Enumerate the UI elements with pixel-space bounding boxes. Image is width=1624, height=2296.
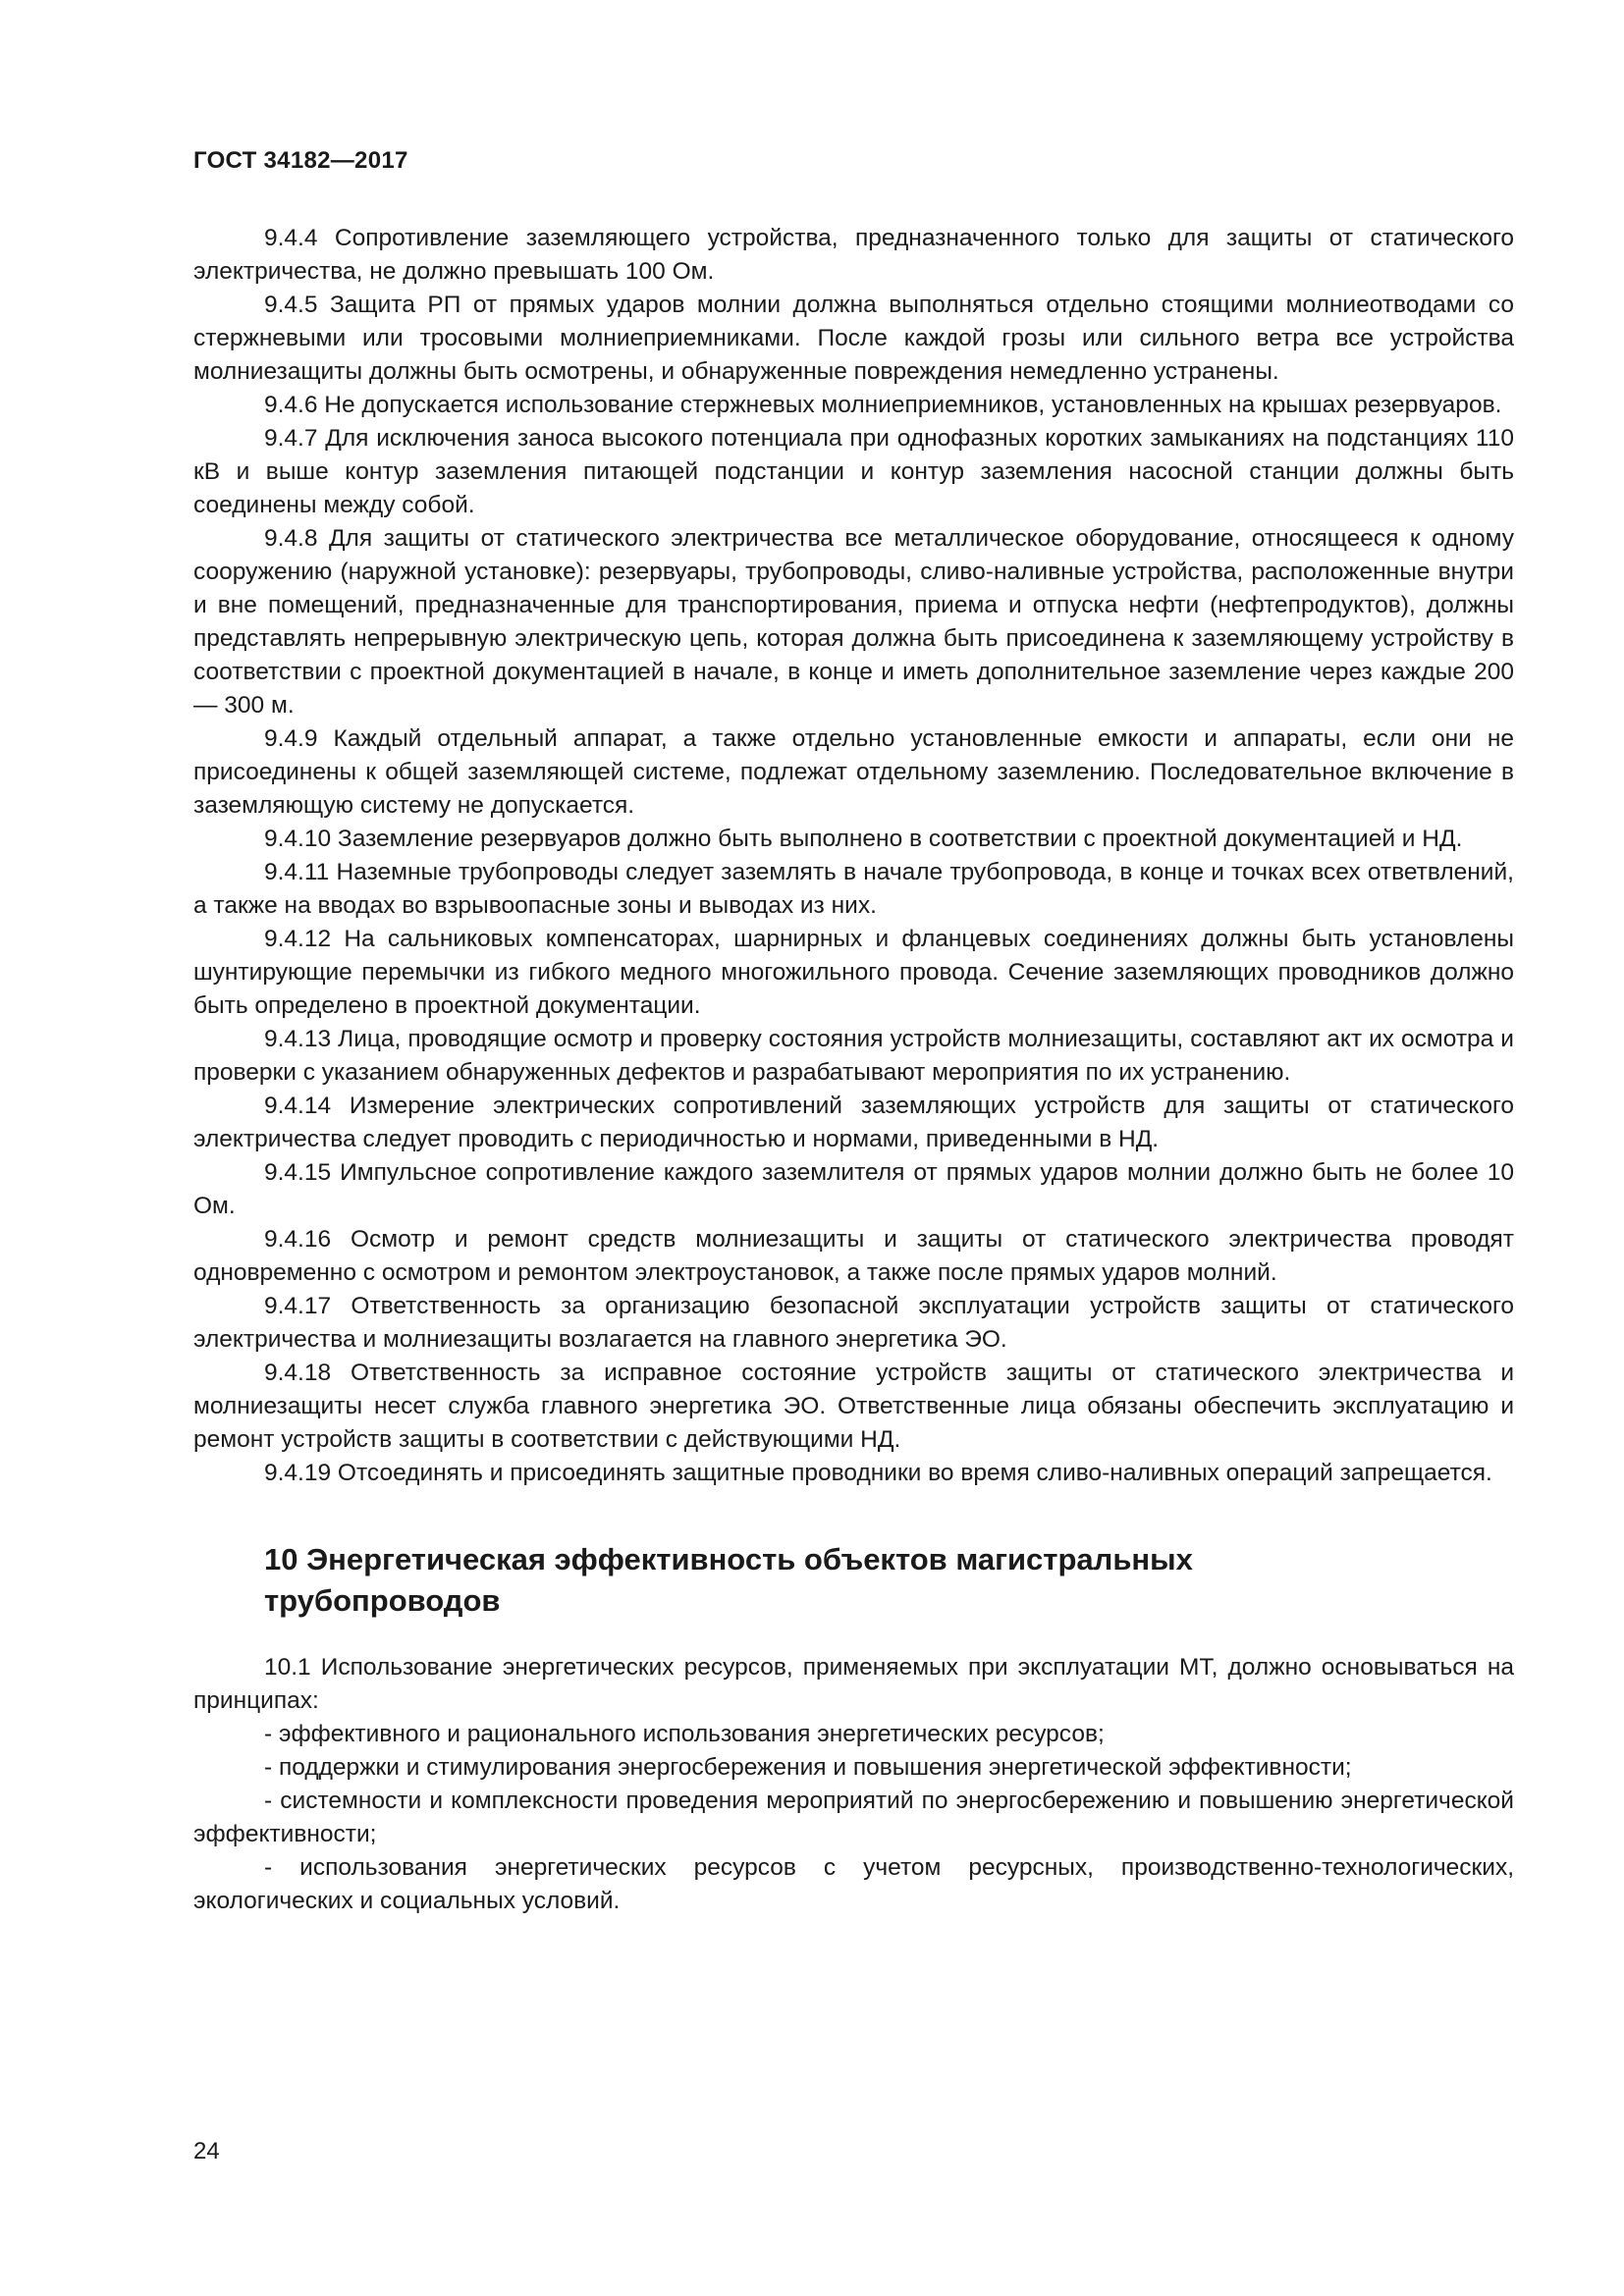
clause-9-4-11: 9.4.11 Наземные трубопроводы следует заземлять в начале трубопровода, в конце и точках всех ответвлений, а также на вводах во взрывоопасные зоны и выводах из них. [193,859,1514,919]
principle-item: - системности и комплексности проведения мероприятий по энергосбережению и повышению энергетической эффективности; [193,1788,1514,1847]
clause-9-4-15: 9.4.15 Импульсное сопротивление каждого заземлителя от прямых ударов молнии должно быть не более 10 Ом. [193,1159,1514,1219]
principle-item: - использования энергетических ресурсов с учетом ресурсных, производственно-технологических, экологических и социальных условий. [193,1854,1514,1914]
clause-9-4-4: 9.4.4 Сопротивление заземляющего устройства, предназначенного только для защиты от статического электричества, не должно превышать 100 Ом. [193,225,1514,285]
page-number: 24 [193,2138,220,2164]
document-code-header: ГОСТ 34182—2017 [193,147,408,174]
clause-9-4-16: 9.4.16 Осмотр и ремонт средств молниезащиты и защиты от статического электричества проводят одновременно с осмотром и ремонтом электроустановок, а также после прямых ударов молний. [193,1226,1514,1286]
clause-9-4-9: 9.4.9 Каждый отдельный аппарат, а также отдельно установленные емкости и аппараты, если они не присоединены к общей заземляющей системе, подлежат отдельному заземлению. Последовательное включение в заземляющую систему не допускается. [193,725,1514,819]
clause-9-4-8: 9.4.8 Для защиты от статического электричества все металлическое оборудование, относящееся к одному сооружению (наружной установке): резервуары, трубопроводы, сливо-наливные устройства, расположенные внутри и вне помещений, предназначенные для транспортирования, приема и отпуска нефти (нефтепродуктов), должны представлять непрерывную электрическую цепь, которая должна быть присоединена к заземляющему устройству в соответствии с проектной документацией в начале, в конце и иметь дополнительное заземление через каждые 200 — 300 м. [193,525,1514,719]
principle-item: - эффективного и рационального использования энергетических ресурсов; [264,1721,1105,1747]
clause-9-4-14: 9.4.14 Измерение электрических сопротивлений заземляющих устройств для защиты от статического электричества следует проводить с периодичностью и нормами, приведенными в НД. [193,1093,1514,1152]
clause-9-4-5: 9.4.5 Защита РП от прямых ударов молнии должна выполняться отдельно стоящими молниеотводами со стержневыми или тросовыми молниеприемниками. После каждой грозы или сильного ветра все устройства молниезащиты должны быть осмотрены, и обнаруженные повреждения немедленно устранены. [193,292,1514,385]
clause-9-4-6: 9.4.6 Не допускается использование стержневых молниеприемников, установленных на крышах резервуаров. [264,392,1502,418]
clause-9-4-13: 9.4.13 Лица, проводящие осмотр и проверку состояния устройств молниезащиты, составляют акт их осмотра и проверки с указанием обнаруженных дефектов и разрабатывают мероприятия по их устранению. [193,1026,1514,1086]
clause-9-4-10: 9.4.10 Заземление резервуаров должно быть выполнено в соответствии с проектной документацией и НД. [264,826,1463,852]
section-10-heading: 10 Энергетическая эффективность объектов магистральных трубопроводов [264,1542,1193,1618]
clause-9-4-19: 9.4.19 Отсоединять и присоединять защитные проводники во время сливо-наливных операций запрещается. [264,1460,1492,1486]
clause-9-4-12: 9.4.12 На сальниковых компенсаторах, шарнирных и фланцевых соединениях должны быть установлены шунтирующие перемычки из гибкого медного многожильного провода. Сечение заземляющих проводников должно быть определено в проектной документации. [193,926,1514,1019]
clause-9-4-17: 9.4.17 Ответственность за организацию безопасной эксплуатации устройств защиты от статического электричества и молниезащиты возлагается на главного энергетика ЭО. [193,1293,1514,1353]
clause-10-1: 10.1 Использование энергетических ресурсов, применяемых при эксплуатации МТ, должно основываться на принципах: [193,1654,1514,1714]
principle-item: - поддержки и стимулирования энергосбережения и повышения энергетической эффективности; [264,1754,1352,1781]
document-body [193,222,1514,1918]
clause-9-4-7: 9.4.7 Для исключения заноса высокого потенциала при однофазных коротких замыканиях на подстанциях 110 кВ и выше контур заземления питающей подстанции и контур заземления насосной станции должны быть соединены между собой. [193,425,1514,518]
clause-9-4-18: 9.4.18 Ответственность за исправное состояние устройств защиты от статического электричества и молниезащиты несет служба главного энергетика ЭО. Ответственные лица обязаны обеспечить эксплуатацию и ремонт устройств защиты в соответствии с действующими НД. [193,1360,1514,1453]
